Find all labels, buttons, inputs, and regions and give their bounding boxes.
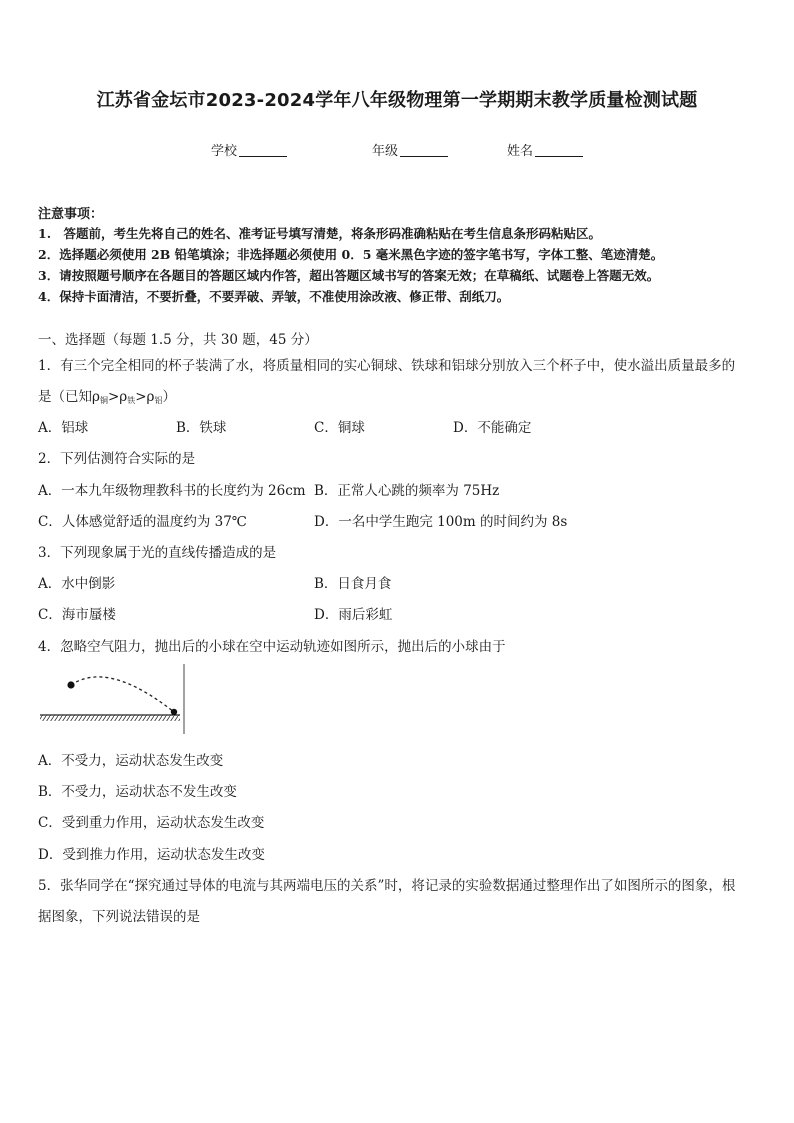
q1-sub-aluminum: 铝 xyxy=(154,396,163,405)
question-5-stem: 5．张华同学在“探究通过导体的电流与其两端电压的关系”时，将记录的实验数据通过整理作出了如图所示的图象，根 xyxy=(38,878,736,894)
q3-option-a[interactable]: A．水中倒影 xyxy=(38,576,116,592)
grade-field xyxy=(372,140,448,159)
q1-option-b[interactable]: B．铁球 xyxy=(176,420,227,436)
name-field xyxy=(507,140,583,159)
q1-option-a[interactable]: A．铝球 xyxy=(38,420,89,436)
question-4-stem: 4．忽略空气阻力，抛出后的小球在空中运动轨迹如图所示，抛出后的小球由于 xyxy=(38,639,506,655)
question-1-stem-cont xyxy=(38,385,176,406)
school-label: 学校 xyxy=(211,144,238,159)
q4-option-c[interactable]: C．受到重力作用，运动状态发生改变 xyxy=(38,815,265,831)
question-5-stem-cont: 据图象，下列说法错误的是 xyxy=(38,909,200,925)
q1-sub-copper: 铜 xyxy=(99,396,108,405)
q1-text: >ρ xyxy=(135,389,155,405)
q2-option-b[interactable]: B．正常人心跳的频率为 75Hz xyxy=(314,483,500,499)
q1-text: >ρ xyxy=(107,389,128,405)
note-item: 3．请按照题号顺序在各题目的答题区域内作答，超出答题区域书写的答案无效；在草稿纸、试题卷上答题无效。 xyxy=(38,268,660,283)
ball-start xyxy=(67,681,74,688)
q3-option-c[interactable]: C．海市蜃楼 xyxy=(38,607,116,623)
grade-blank xyxy=(400,143,448,157)
q2-option-c[interactable]: C．人体感觉舒适的温度约为 37℃ xyxy=(38,514,247,530)
school-field xyxy=(211,140,287,159)
school-blank xyxy=(239,143,287,157)
note-item: 1. 答题前，考生先将自己的姓名、准考证号填写清楚，将条形码准确粘贴在考生信息条形码粘贴区。 xyxy=(38,226,602,241)
q1-option-c[interactable]: C．铜球 xyxy=(314,420,365,436)
note-item: 2．选择题必须使用 2B 铅笔填涂；非选择题必须使用 0．5 毫米黑色字迹的签字笔书写，字体工整、笔迹清楚。 xyxy=(38,247,664,262)
q1-option-d[interactable]: D．不能确定 xyxy=(453,420,532,436)
q1-sub-iron: 铁 xyxy=(127,396,136,405)
ground-hatch xyxy=(40,715,180,721)
q1-text: 是（已知ρ xyxy=(38,389,100,405)
q4-option-d[interactable]: D．受到推力作用，运动状态发生改变 xyxy=(38,847,265,863)
q3-option-b[interactable]: B．日食月食 xyxy=(314,576,392,592)
exam-title: 江苏省金坛市2023-2024学年八年级物理第一学期期末教学质量检测试题 xyxy=(96,90,698,111)
grade-label: 年级 xyxy=(372,144,399,159)
question-1-stem: 1．有三个完全相同的杯子装满了水，将质量相同的实心铜球、铁球和铝球分别放入三个杯子中，使水溢出质量最多的 xyxy=(38,358,736,374)
notes-heading: 注意事项： xyxy=(38,207,104,222)
question-2-stem: 2．下列估测符合实际的是 xyxy=(38,451,196,467)
note-item: 4．保持卡面清洁，不要折叠，不要弄破、弄皱，不准使用涂改液、修正带、刮纸刀。 xyxy=(38,289,510,304)
ball-trajectory-figure xyxy=(38,662,188,736)
q4-option-b[interactable]: B．不受力，运动状态不发生改变 xyxy=(38,784,237,800)
q3-option-d[interactable]: D．雨后彩虹 xyxy=(314,607,393,623)
section-heading: 一、选择题（每题 1.5 分，共 30 题，45 分） xyxy=(38,332,318,348)
ball-end xyxy=(171,709,177,715)
name-blank xyxy=(535,143,583,157)
q1-text: ） xyxy=(162,389,176,405)
name-label: 姓名 xyxy=(507,144,534,159)
q2-option-d[interactable]: D．一名中学生跑完 100m 的时间约为 8s xyxy=(314,514,568,530)
q2-option-a[interactable]: A．一本九年级物理教科书的长度约为 26cm xyxy=(38,483,306,499)
trajectory-path xyxy=(71,677,174,712)
q4-option-a[interactable]: A．不受力，运动状态发生改变 xyxy=(38,753,224,769)
question-3-stem: 3．下列现象属于光的直线传播造成的是 xyxy=(38,545,277,561)
